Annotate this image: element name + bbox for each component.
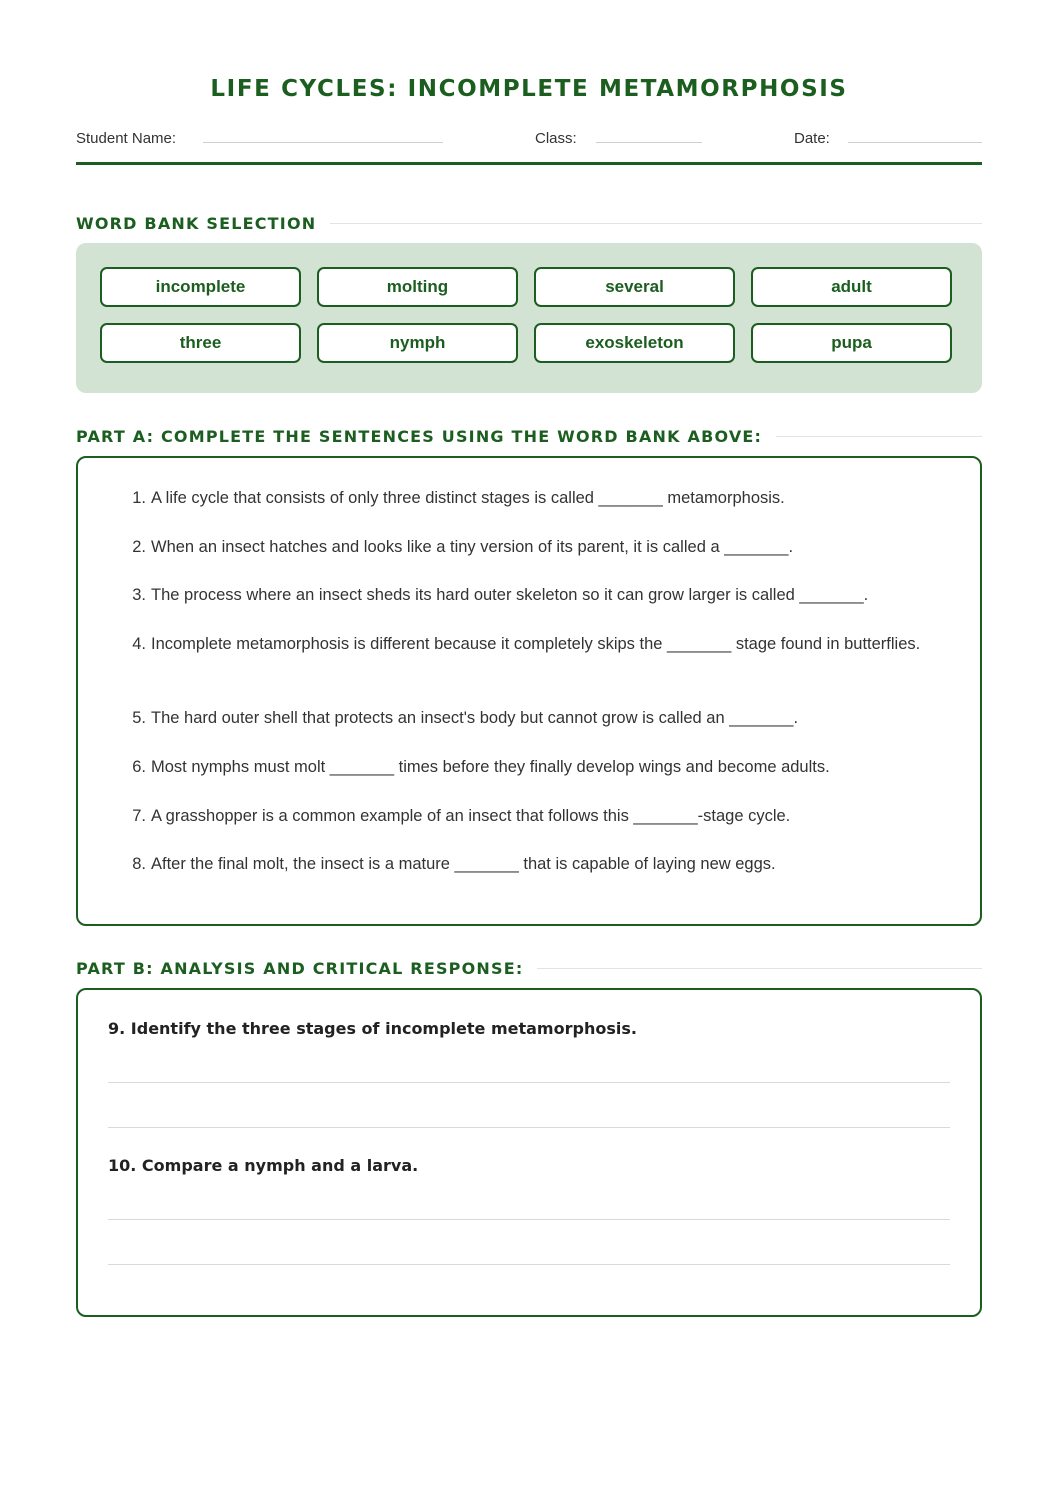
- word-chip: pupa: [751, 323, 952, 363]
- part-b-heading: PART B: ANALYSIS AND CRITICAL RESPONSE:: [76, 959, 537, 978]
- answer-line[interactable]: [108, 1082, 950, 1083]
- class-label: Class:: [535, 130, 577, 147]
- question-number: 6.: [132, 758, 146, 776]
- part-a-heading: PART A: COMPLETE THE SENTENCES USING THE WORD BANK ABOVE:: [76, 427, 776, 446]
- question-number: 5.: [132, 709, 146, 727]
- question-number: 4.: [132, 635, 146, 653]
- word-chip: molting: [317, 267, 518, 307]
- student-name-label: Student Name:: [76, 130, 177, 147]
- part-b-header: [76, 959, 982, 981]
- question-text: The process where an insect sheds its hard outer skeleton so it can grow larger is called _______.: [151, 586, 869, 604]
- question-text: A life cycle that consists of only three distinct stages is called _______ metamorphosis.: [151, 489, 785, 507]
- question-text: Most nymphs must molt _______ times before they finally develop wings and become adults.: [151, 758, 830, 776]
- class-field[interactable]: [596, 142, 702, 143]
- question-text: 9. Identify the three stages of incomplete metamorphosis.: [108, 1019, 637, 1038]
- question-text: 10. Compare a nymph and a larva.: [108, 1156, 419, 1175]
- question-number: 7.: [132, 807, 146, 825]
- word-chip: nymph: [317, 323, 518, 363]
- answer-line[interactable]: [108, 1219, 950, 1220]
- word-bank-panel: [76, 243, 982, 393]
- question-number: 1.: [132, 489, 146, 507]
- question-number: 2.: [132, 538, 146, 556]
- part-a-box: [76, 456, 982, 926]
- word-chip: several: [534, 267, 735, 307]
- word-chip: adult: [751, 267, 952, 307]
- part-a-header: [76, 427, 982, 449]
- word-chip: exoskeleton: [534, 323, 735, 363]
- question-text: After the final molt, the insect is a mature _______ that is capable of laying new eggs.: [151, 855, 776, 873]
- question-number: 8.: [132, 855, 146, 873]
- word-chip: incomplete: [100, 267, 301, 307]
- question-text: When an insect hatches and looks like a tiny version of its parent, it is called a _______.: [151, 538, 794, 556]
- answer-line[interactable]: [108, 1264, 950, 1265]
- date-label: Date:: [794, 130, 830, 147]
- header-divider: [76, 162, 982, 165]
- date-field[interactable]: [848, 142, 982, 143]
- word-chip: three: [100, 323, 301, 363]
- word-bank-header: [76, 214, 982, 236]
- question-number: 3.: [132, 586, 146, 604]
- worksheet-title: LIFE CYCLES: INCOMPLETE METAMORPHOSIS: [210, 76, 848, 102]
- student-info-row: [76, 130, 982, 152]
- part-b-box: [76, 988, 982, 1317]
- word-bank-heading: WORD BANK SELECTION: [76, 214, 330, 233]
- student-name-field[interactable]: [203, 142, 443, 143]
- answer-line[interactable]: [108, 1127, 950, 1128]
- question-text: A grasshopper is a common example of an insect that follows this _______-stage cycle.: [151, 807, 791, 825]
- question-text: Incomplete metamorphosis is different because it completely skips the _______ stage found in butterflies.: [151, 635, 921, 653]
- question-text: The hard outer shell that protects an insect's body but cannot grow is called an _______.: [151, 709, 799, 727]
